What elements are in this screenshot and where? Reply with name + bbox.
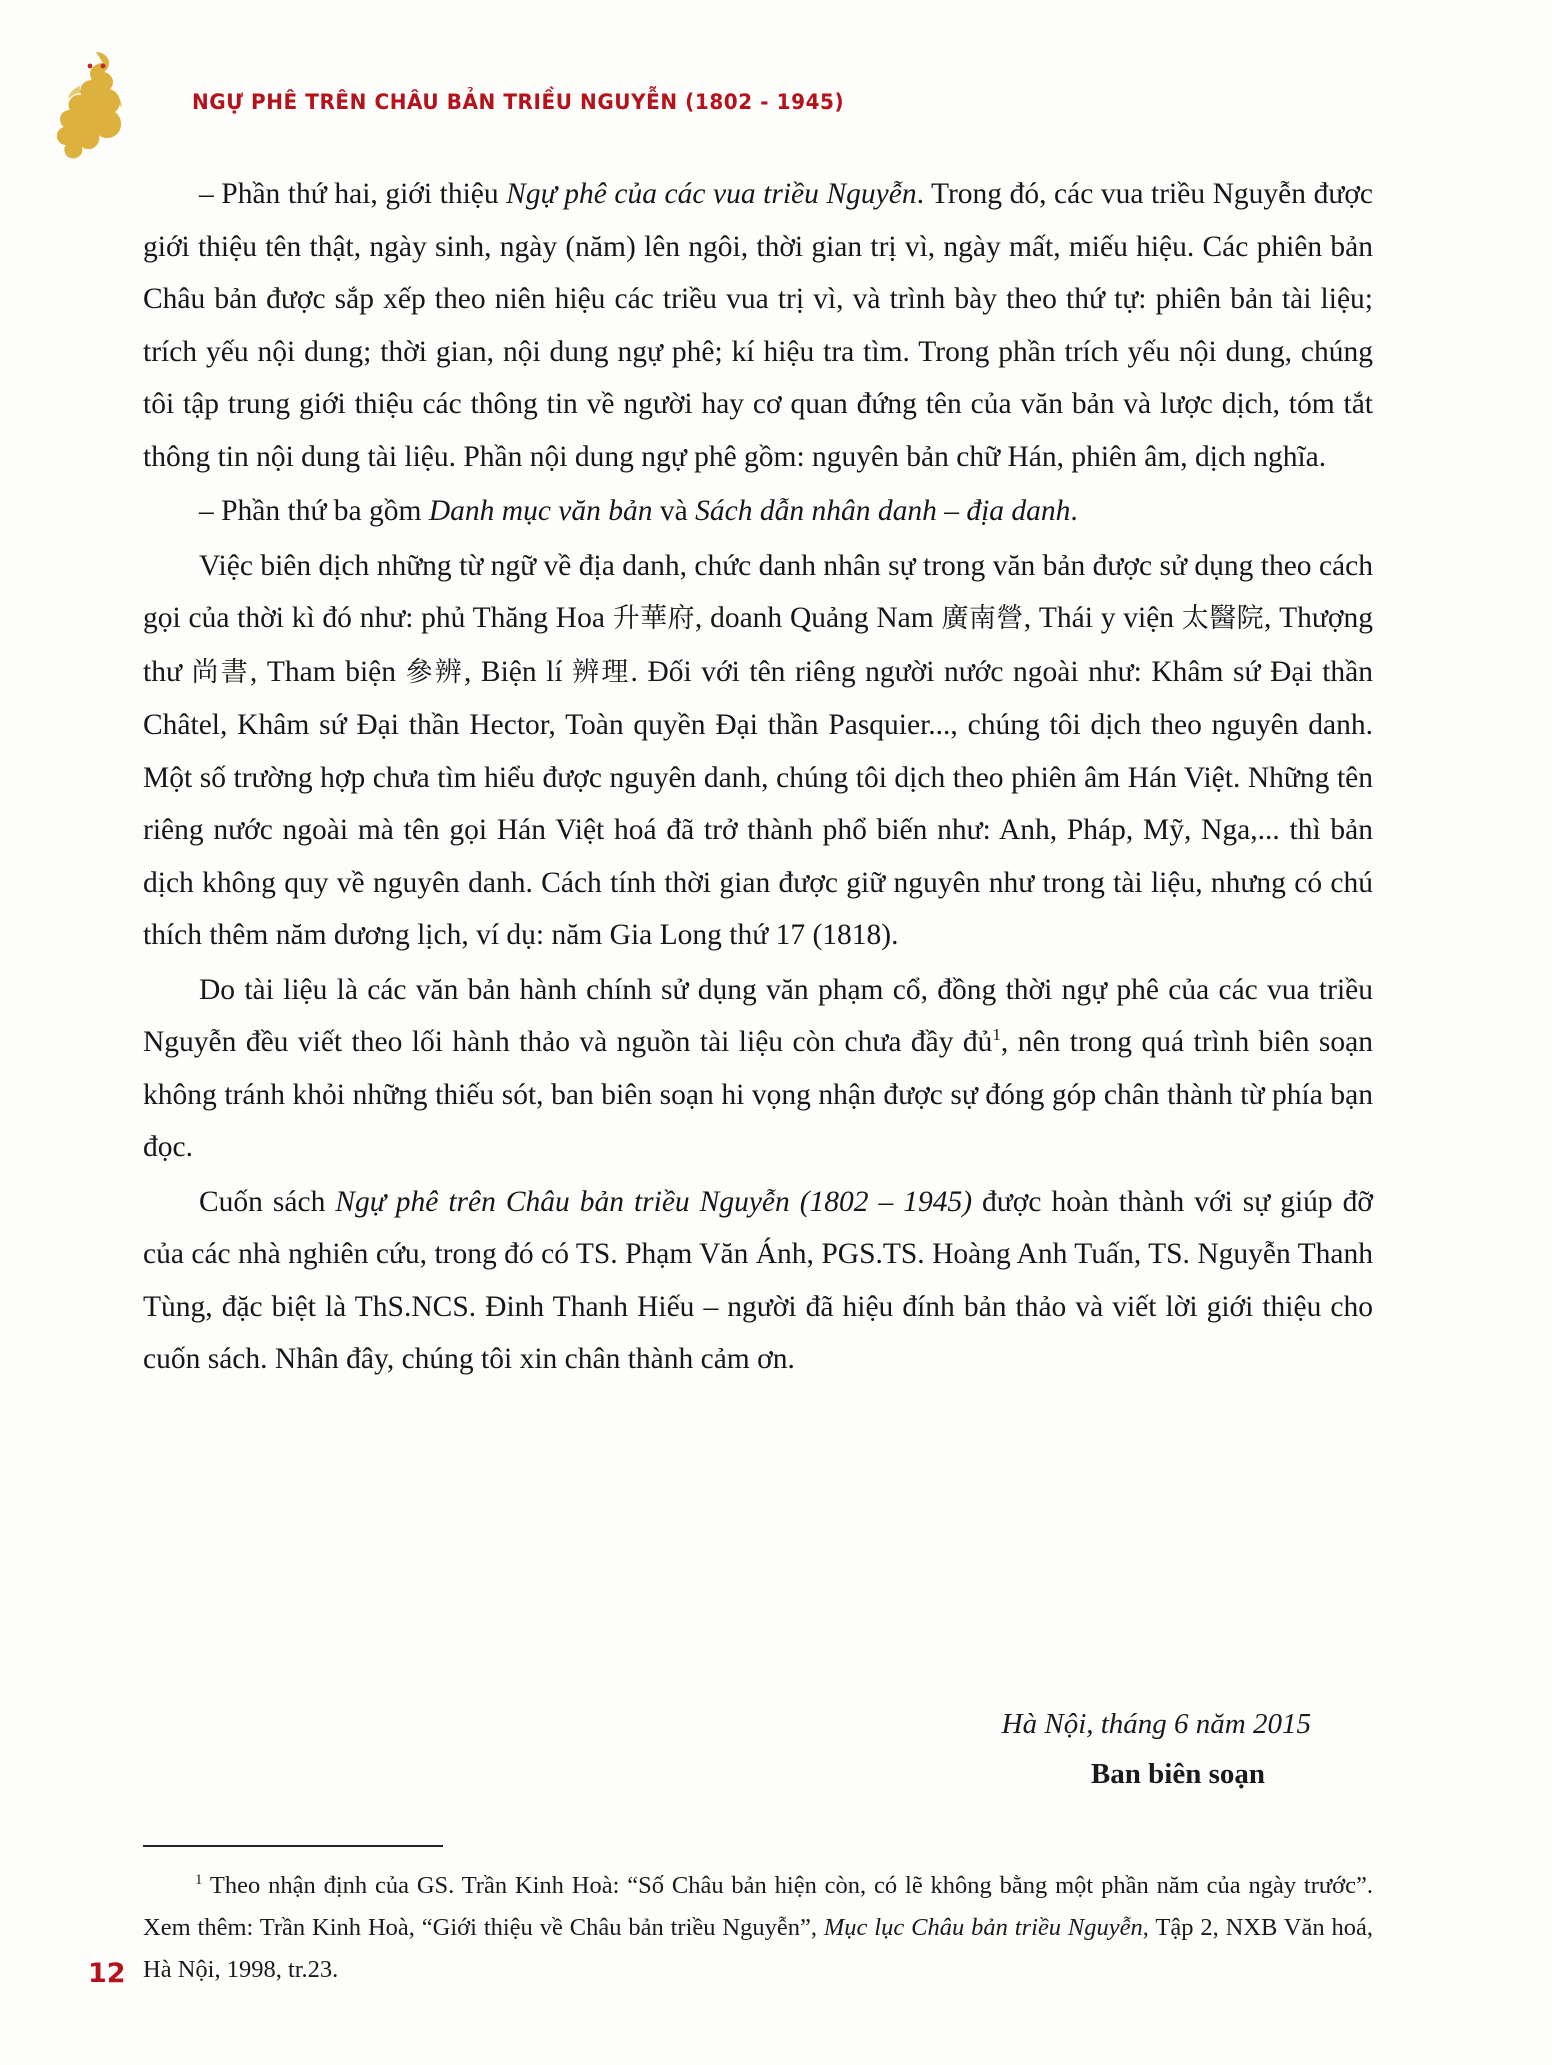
paragraph-translation-notes xyxy=(143,540,1373,962)
p3-han-6: 辨理 xyxy=(572,656,631,688)
p1-text-b: . Trong đó, các vua triều Nguyễn được giới thiệu tên thật, ngày sinh, ngày (năm) lên ngôi, thời gian trị vì, ngày mất, miếu hiệu. Các phiên bản Châu bản được sắp xếp theo niên hiệu các triều vua trị vì, và trình bày theo thứ tự: phiên bản tài liệu; trích yếu nội dung; thời gian, nội dung ngự phê; kí hiệu tra tìm. Trong phần trích yếu nội dung, chúng tôi tập trung giới thiệu các thông tin về người hay cơ quan đứng tên của văn bản và lược dịch, tóm tắt thông tin nội dung tài liệu. Phần nội dung ngự phê gồm: nguyên bản chữ Hán, phiên âm, dịch nghĩa. xyxy=(143,178,1374,473)
p4-text-a: Do tài liệu là các văn bản hành chính sử dụng văn phạm cổ, đồng thời ngự phê của các vua triều Nguyễn đều viết theo lối hành thảo và nguồn tài liệu còn chưa đầy đủ xyxy=(143,973,1373,1058)
p5-book-title-italic: Ngự phê trên Châu bản triều Nguyễn (1802 – 1945) xyxy=(335,1185,973,1218)
p3-han-3: 太醫院 xyxy=(1181,603,1264,634)
p3-text-g: . Đối với tên riêng người nước ngoài như: Khâm sứ Đại thần Châtel, Khâm sứ Đại thần Hector, Toàn quyền Đại thần Pasquier..., chúng tôi dịch theo nguyên danh. Một số trường hợp chưa tìm hiểu được nguyên danh, chúng tôi dịch theo phiên âm Hán Việt. Những tên riêng nước ngoài mà tên gọi Hán Việt hoá đã trở thành phổ biến như: Anh, Pháp, Mỹ, Nga,... thì bản dịch không quy về nguyên danh. Cách tính thời gian được giữ nguyên như trong tài liệu, nhưng có chú thích thêm năm dương lịch, ví dụ: năm Gia Long thứ 17 (1818). xyxy=(143,655,1374,951)
footnote-text-b: , Tập 2, NXB Văn hoá, Hà Nội, 1998, tr.23. xyxy=(143,1914,1374,1983)
footnote-separator-rule xyxy=(143,1845,443,1847)
p1-title-italic: Ngự phê của các vua triều Nguyễn xyxy=(506,178,917,210)
p2-text-c: . xyxy=(1070,495,1078,527)
footnote-text-a: Theo nhận định của GS. Trần Kinh Hoà: “Số Châu bản hiện còn, có lẽ không bằng một phần năm của ngày trước”. Xem thêm: Trần Kinh Hoà, “Giới thiệu về Châu bản triều Nguyễn”, xyxy=(143,1872,1373,1941)
p3-han-5: 參辨 xyxy=(405,656,464,688)
p4-text-b: , nên trong quá trình biên soạn không tránh khỏi những thiếu sót, ban biên soạn hi vọng nhận được sự đóng góp chân thành từ phía bạn đọc. xyxy=(143,1026,1373,1163)
paragraph-part-two xyxy=(143,168,1373,483)
dragon-ornament-icon xyxy=(50,46,142,166)
p3-han-1: 升華府 xyxy=(612,603,695,634)
footnote-block xyxy=(143,1845,1373,1991)
p3-text-c: , Thái y viện xyxy=(1023,602,1182,634)
p3-text-e: , Tham biện xyxy=(249,655,406,688)
footnote-number: 1 xyxy=(195,1871,203,1888)
p5-text-a: Cuốn sách xyxy=(199,1185,336,1218)
paragraph-part-three xyxy=(143,485,1373,538)
page-number: 12 xyxy=(88,1958,126,1989)
running-head-title: NGỰ PHÊ TRÊN CHÂU BẢN TRIỀU NGUYỄN (1802 - 1945) xyxy=(192,90,845,115)
p3-text-b: , doanh Quảng Nam xyxy=(694,602,942,634)
p3-han-2: 廣南營 xyxy=(941,603,1024,634)
p3-text-a: Việc biên dịch những từ ngữ về địa danh, chức danh nhân sự trong văn bản được sử dụng theo cách gọi của thời kì đó như: phủ Thăng Hoa xyxy=(143,549,1373,634)
paragraph-acknowledgements xyxy=(143,1176,1373,1386)
p2-text-b: và xyxy=(652,495,696,527)
footnote-marker-1[interactable]: 1 xyxy=(992,1025,1001,1045)
p2-title-italic-2: Sách dẫn nhân danh – địa danh xyxy=(695,495,1071,527)
p2-text-a: – Phần thứ ba gồm xyxy=(199,495,429,527)
page-header xyxy=(50,46,1492,166)
signoff-place-date: Hà Nội, tháng 6 năm 2015 xyxy=(1001,1708,1311,1740)
signoff-board: Ban biên soạn xyxy=(1090,1758,1265,1790)
p3-text-d: , Thượng thư xyxy=(143,602,1373,688)
p5-text-b: được hoàn thành với sự giúp đỡ của các nhà nghiên cứu, trong đó có TS. Phạm Văn Ánh, PGS.TS. Hoàng Anh Tuấn, TS. Nguyễn Thanh Tùng, đặc biệt là ThS.NCS. Đinh Thanh Hiếu – người đã hiệu đính bản thảo và viết lời giới thiệu cho cuốn sách. Nhân đây, chúng tôi xin chân thành cảm ơn. xyxy=(143,1185,1373,1375)
p2-title-italic-1: Danh mục văn bản xyxy=(428,495,653,527)
p3-text-f: , Biện lí xyxy=(463,655,573,688)
page-content xyxy=(143,168,1373,1388)
p3-han-4: 尚書 xyxy=(191,656,250,688)
p1-text-a: – Phần thứ hai, giới thiệu xyxy=(199,178,507,210)
footnote-text xyxy=(143,1865,1373,1991)
paragraph-limitations xyxy=(143,964,1373,1174)
footnote-title-italic: Mục lục Châu bản triều Nguyễn xyxy=(823,1914,1143,1941)
signoff-block xyxy=(143,1700,1373,1800)
